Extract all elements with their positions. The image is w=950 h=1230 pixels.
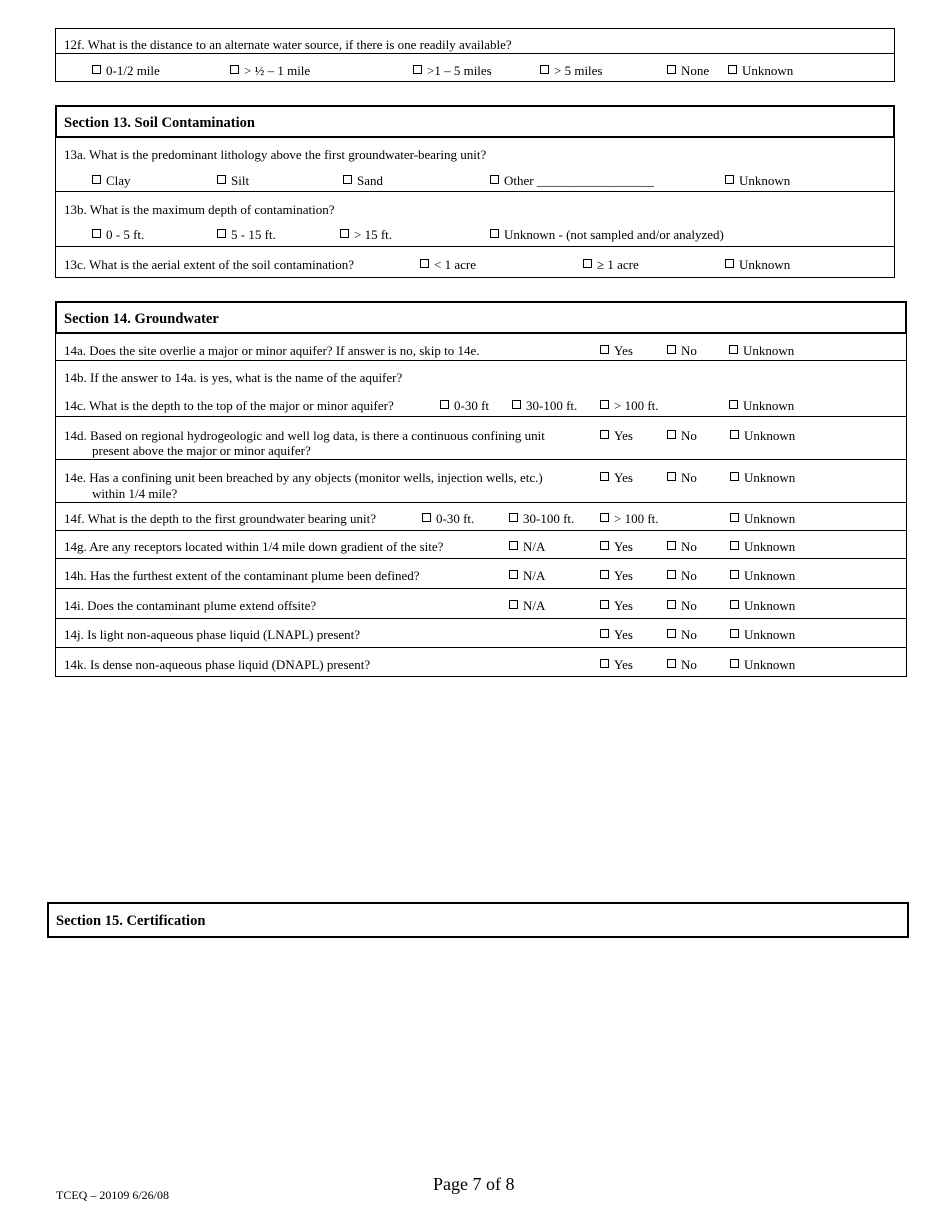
q14h-option-no[interactable]: No — [667, 568, 697, 583]
q14h-option-na[interactable]: N/A — [509, 568, 545, 583]
checkbox-icon — [92, 175, 101, 184]
checkbox-icon — [729, 345, 738, 354]
checkbox-icon — [730, 629, 739, 638]
checkbox-icon — [490, 175, 499, 184]
q14a-option-yes[interactable]: Yes — [600, 343, 633, 358]
q14k-question: 14k. Is dense non-aqueous phase liquid (DNAPL) present? — [64, 657, 371, 672]
q14i-option-yes[interactable]: Yes — [600, 598, 633, 613]
checkbox-icon — [217, 229, 226, 238]
q12f-option-0-half-mile[interactable]: 0-1/2 mile — [92, 63, 160, 78]
q14g-question: 14g. Are any receptors located within 1/4 mile down gradient of the site? — [64, 539, 444, 554]
checkbox-icon — [667, 541, 676, 550]
checkbox-icon — [600, 345, 609, 354]
q14h-option-yes[interactable]: Yes — [600, 568, 633, 583]
q14j-option-unknown[interactable]: Unknown — [730, 627, 795, 642]
q14f-question: 14f. What is the depth to the first groundwater bearing unit? — [64, 511, 377, 526]
section14-title: Section 14. Groundwater — [64, 311, 219, 327]
q13c-option-unknown[interactable]: Unknown — [725, 257, 790, 272]
q13a-option-unknown[interactable]: Unknown — [725, 173, 790, 188]
section13-title: Section 13. Soil Contamination — [64, 115, 255, 131]
checkbox-icon — [728, 65, 737, 74]
checkbox-icon — [343, 175, 352, 184]
q14e-option-yes[interactable]: Yes — [600, 470, 633, 485]
checkbox-icon — [725, 175, 734, 184]
checkbox-icon — [730, 600, 739, 609]
q14e-question-line2: within 1/4 mile? — [92, 486, 178, 501]
checkbox-icon — [512, 400, 521, 409]
q14e-question-line1: 14e. Has a confining unit been breached by any objects (monitor wells, injection wells, etc.) — [64, 470, 543, 485]
checkbox-icon — [730, 570, 739, 579]
q14i-option-unknown[interactable]: Unknown — [730, 598, 795, 613]
q12f-option-unknown[interactable]: Unknown — [728, 63, 793, 78]
q14d-question-line1: 14d. Based on regional hydrogeologic and well log data, is there a continuous confining unit — [64, 428, 545, 443]
checkbox-icon — [422, 513, 431, 522]
q14c-option-0-30[interactable]: 0-30 ft — [440, 398, 489, 413]
checkbox-icon — [600, 541, 609, 550]
checkbox-icon — [600, 570, 609, 579]
q14a-option-unknown[interactable]: Unknown — [729, 343, 794, 358]
q14d-option-yes[interactable]: Yes — [600, 428, 633, 443]
q13a-option-silt[interactable]: Silt — [217, 173, 249, 188]
checkbox-icon — [667, 600, 676, 609]
q12f-option-gt-5-miles[interactable]: > 5 miles — [540, 63, 603, 78]
q14f-option-gt-100[interactable]: > 100 ft. — [600, 511, 659, 526]
q12f-question: 12f. What is the distance to an alternate water source, if there is one readily available? — [64, 37, 512, 52]
q14c-question: 14c. What is the depth to the top of the major or minor aquifer? — [64, 398, 394, 413]
checkbox-icon — [540, 65, 549, 74]
footer-page-number: Page 7 of 8 — [433, 1174, 515, 1194]
checkbox-icon — [730, 472, 739, 481]
q14c-option-gt-100[interactable]: > 100 ft. — [600, 398, 659, 413]
q14e-option-unknown[interactable]: Unknown — [730, 470, 795, 485]
checkbox-icon — [730, 541, 739, 550]
q13b-option-0-5[interactable]: 0 - 5 ft. — [92, 227, 144, 242]
checkbox-icon — [729, 400, 738, 409]
checkbox-icon — [600, 629, 609, 638]
checkbox-icon — [600, 472, 609, 481]
checkbox-icon — [340, 229, 349, 238]
checkbox-icon — [440, 400, 449, 409]
checkbox-icon — [600, 600, 609, 609]
q14g-option-no[interactable]: No — [667, 539, 697, 554]
q14j-option-yes[interactable]: Yes — [600, 627, 633, 642]
checkbox-icon — [730, 659, 739, 668]
checkbox-icon — [600, 430, 609, 439]
q13c-option-lt-1-acre[interactable]: < 1 acre — [420, 257, 476, 272]
q14a-option-no[interactable]: No — [667, 343, 697, 358]
q14k-option-yes[interactable]: Yes — [600, 657, 633, 672]
q14g-option-na[interactable]: N/A — [509, 539, 545, 554]
checkbox-icon — [413, 65, 422, 74]
checkbox-icon — [667, 570, 676, 579]
q12f-option-none[interactable]: None — [667, 63, 709, 78]
checkbox-icon — [600, 400, 609, 409]
q14e-option-no[interactable]: No — [667, 470, 697, 485]
q14c-option-unknown[interactable]: Unknown — [729, 398, 794, 413]
q14i-option-no[interactable]: No — [667, 598, 697, 613]
q14d-option-no[interactable]: No — [667, 428, 697, 443]
checkbox-icon — [509, 600, 518, 609]
checkbox-icon — [600, 659, 609, 668]
checkbox-icon — [667, 345, 676, 354]
q14f-option-30-100[interactable]: 30-100 ft. — [509, 511, 574, 526]
q14k-option-no[interactable]: No — [667, 657, 697, 672]
checkbox-icon — [667, 65, 676, 74]
checkbox-icon — [490, 229, 499, 238]
checkbox-icon — [730, 430, 739, 439]
q14b-question: 14b. If the answer to 14a. is yes, what is the name of the aquifer? — [64, 370, 403, 385]
q13a-option-sand[interactable]: Sand — [343, 173, 383, 188]
checkbox-icon — [725, 259, 734, 268]
q14j-question: 14j. Is light non-aqueous phase liquid (LNAPL) present? — [64, 627, 361, 642]
q13a-option-clay[interactable]: Clay — [92, 173, 131, 188]
q14g-option-unknown[interactable]: Unknown — [730, 539, 795, 554]
q14h-question: 14h. Has the furthest extent of the contaminant plume been defined? — [64, 568, 420, 583]
checkbox-icon — [420, 259, 429, 268]
q14f-option-0-30[interactable]: 0-30 ft. — [422, 511, 474, 526]
checkbox-icon — [730, 513, 739, 522]
q14g-option-yes[interactable]: Yes — [600, 539, 633, 554]
q12f-option-half-1-mile[interactable]: > ½ – 1 mile — [230, 63, 310, 78]
checkbox-icon — [509, 570, 518, 579]
checkbox-icon — [230, 65, 239, 74]
q14k-option-unknown[interactable]: Unknown — [730, 657, 795, 672]
q14h-option-unknown[interactable]: Unknown — [730, 568, 795, 583]
q13b-question: 13b. What is the maximum depth of contamination? — [64, 202, 335, 217]
q13b-option-unknown[interactable]: Unknown - (not sampled and/or analyzed) — [490, 227, 724, 242]
q13a-question: 13a. What is the predominant lithology above the first groundwater-bearing unit? — [64, 147, 487, 162]
section15-title: Section 15. Certification — [56, 913, 206, 929]
checkbox-icon — [509, 513, 518, 522]
q14i-option-na[interactable]: N/A — [509, 598, 545, 613]
footer-form-id: TCEQ – 20109 6/26/08 — [56, 1188, 169, 1202]
checkbox-icon — [600, 513, 609, 522]
checkbox-icon — [667, 629, 676, 638]
q14i-question: 14i. Does the contaminant plume extend offsite? — [64, 598, 317, 613]
checkbox-icon — [92, 229, 101, 238]
checkbox-icon — [667, 472, 676, 481]
q13a-option-other[interactable]: Other __________________ — [490, 173, 654, 188]
q14f-option-unknown[interactable]: Unknown — [730, 511, 795, 526]
checkbox-icon — [583, 259, 592, 268]
q14j-option-no[interactable]: No — [667, 627, 697, 642]
q13c-question: 13c. What is the aerial extent of the soil contamination? — [64, 257, 354, 272]
q14c-option-30-100[interactable]: 30-100 ft. — [512, 398, 577, 413]
checkbox-icon — [217, 175, 226, 184]
checkbox-icon — [667, 430, 676, 439]
q12f-option-1-5-miles[interactable]: >1 – 5 miles — [413, 63, 492, 78]
checkbox-icon — [92, 65, 101, 74]
q14a-question: 14a. Does the site overlie a major or minor aquifer? If answer is no, skip to 14e. — [64, 343, 480, 358]
q13b-option-gt-15[interactable]: > 15 ft. — [340, 227, 392, 242]
checkbox-icon — [509, 541, 518, 550]
q13b-option-5-15[interactable]: 5 - 15 ft. — [217, 227, 276, 242]
checkbox-icon — [667, 659, 676, 668]
q14d-option-unknown[interactable]: Unknown — [730, 428, 795, 443]
q13c-option-gte-1-acre[interactable]: ≥ 1 acre — [583, 257, 639, 272]
q14d-question-line2: present above the major or minor aquifer? — [92, 443, 311, 458]
